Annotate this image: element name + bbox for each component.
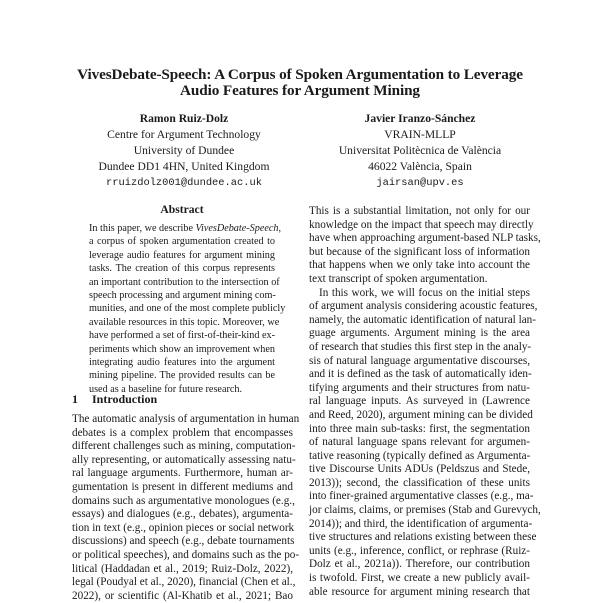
body-line: tive structures and relations existing between these — [309, 531, 537, 544]
author-affiliation-line: University of Dundee — [133, 144, 235, 157]
body-line: In this work, we will focus on the initial steps — [319, 286, 530, 299]
abstract-body — [89, 222, 286, 396]
abstract-line: available resources in this topic. Moreover, we — [89, 316, 280, 328]
body-line: litical (Haddadan et al., 2019; Ruiz-Dolz, 2022), — [72, 562, 293, 575]
body-line: ral language arguments. Furthermore, human ar- — [72, 467, 293, 480]
body-line: jor claims, claims, or premises (Stab and Gurevych, — [309, 504, 541, 517]
body-line: into three main sub-tasks: first, the segmentation — [309, 422, 530, 435]
body-line: of research that studies this first step in the analy- — [309, 340, 532, 353]
body-line: into finer-grained argumentative classes (e.g., ma- — [309, 490, 534, 503]
body-line: that happens when we only take into account the — [309, 259, 530, 272]
body-line: is twofold. First, we create a new publicly avail- — [309, 572, 530, 585]
author-affiliation-line: VRAIN-MLLP — [384, 128, 456, 141]
body-line: but because of the significant loss of information — [309, 245, 530, 258]
body-line: discussions) and speech (e.g., debate tournaments — [72, 535, 295, 548]
body-line: knowledge on the impact that speech may directly — [309, 218, 534, 231]
abstract-line: tasks. The creation of this corpus represents — [89, 263, 275, 275]
author-affiliation-line: Dundee DD1 4HN, United Kingdom — [98, 160, 270, 173]
body-line: and it is defined as the task of automatically iden- — [309, 368, 532, 381]
abstract-line: munities, and one of the most complete publicly — [89, 303, 286, 315]
body-line: debates is a complex problem that encompasses — [72, 426, 293, 439]
left-column-body — [72, 413, 300, 603]
body-line: sis of natural language argumentative discourses, — [309, 354, 530, 367]
author-affiliation-line: Universitat Politècnica de València — [338, 144, 502, 157]
body-line: units (e.g., inference, conflict, or rephrase (Ruiz- — [309, 544, 530, 557]
author-name: Javier Iranzo-Sánchez — [364, 112, 476, 125]
body-line: of argument analysis considering acoustic features, — [309, 300, 538, 313]
body-line: legal (Poudyal et al., 2020), financial (Chen et al., — [72, 576, 296, 589]
author-email[interactable]: rruizdolz001@dundee.ac.uk — [106, 177, 262, 189]
abstract-line: have performed a set of first-of-their-kind ex- — [89, 330, 275, 342]
abstract-line: used as a baseline for future research. — [89, 383, 243, 395]
body-line: different challenges such as mining, computation- — [72, 440, 296, 453]
section-heading-introduction — [72, 392, 292, 407]
author-name: Ramon Ruiz-Dolz — [139, 112, 229, 125]
abstract-line: leverage audio features for argument mining — [89, 249, 275, 261]
body-line: tive Discourse Units ADUs (Peldszus and Stede, — [309, 463, 530, 476]
body-line: and Reed, 2020), argument mining can be divided — [309, 408, 533, 421]
body-line: The automatic analysis of argumentation in human — [72, 413, 300, 425]
abstract-line: integrating audio features into the argument — [89, 357, 275, 369]
section-title: Introduction — [92, 392, 158, 406]
abstract-line: In this paper, we describe VivesDebate-Speech, — [89, 223, 282, 234]
abstract-line: mining pipeline. The provided results can be — [89, 370, 275, 382]
right-column-body — [309, 205, 541, 599]
body-line: 2014)); and third, the identification of argumenta- — [309, 517, 533, 530]
abstract-line: speech processing and argument mining com- — [89, 290, 276, 302]
body-line: of natural language spans relevant for argumen- — [309, 436, 530, 449]
abstract-heading: Abstract — [160, 203, 204, 216]
body-line: guage arguments. Argument mining is the area — [309, 327, 530, 340]
body-line: able resource for argument mining research that — [309, 585, 530, 598]
abstract-line: periments which show an improvement when — [89, 343, 275, 355]
body-line: tative reasoning (typically defined as Argumenta- — [309, 449, 531, 462]
corpus-name: VivesDebate-Speech — [195, 223, 279, 234]
body-line: or political speeches), and domains such as the po- — [72, 548, 300, 561]
body-line: ral language inputs. As surveyed in (Lawrence — [309, 395, 530, 408]
body-line: domains such as argumentative monologues (e.g., — [72, 494, 295, 507]
body-line: namely, the automatic identification of natural lan- — [309, 313, 536, 326]
body-line: tion in text (e.g., opinion pieces or social network — [72, 521, 295, 534]
abstract-line: an important contribution to the intersection of — [89, 276, 280, 288]
author-block-2 — [315, 111, 525, 191]
body-line: 2013)); second, the classification of these units — [309, 476, 530, 489]
body-line: text transcript of spoken argumentation. — [309, 272, 488, 285]
body-line: gumentation is present in different mediums and — [72, 480, 293, 493]
body-line: This is a substantial limitation, not only for our — [309, 205, 530, 217]
section-number: 1 — [72, 392, 78, 406]
body-line: have when approaching argument-based NLP tasks, — [309, 232, 541, 245]
body-line: Dolz et al., 2021a)). Therefore, our contribution — [309, 558, 530, 571]
title-line-1: VivesDebate-Speech: A Corpus of Spoken Argumentation to Leverage — [77, 66, 523, 83]
author-affiliation-line: Centre for Argument Technology — [107, 128, 261, 141]
body-line: 2022), or scientific (Al-Khatib et al., 2021; Bao — [72, 589, 293, 602]
title-line-2: Audio Features for Argument Mining — [180, 82, 420, 99]
paper-title — [60, 67, 540, 99]
body-line: essays) and dialogues (e.g., debates), argumenta- — [72, 508, 293, 521]
body-line: tifying arguments and their structures from natu- — [309, 381, 530, 394]
body-line: ally representing, or automatically assessing natu- — [72, 453, 296, 466]
author-email[interactable]: jairsan@upv.es — [376, 177, 464, 189]
author-block-1 — [79, 111, 289, 191]
abstract-line: a corpus of spoken argumentation created to — [89, 236, 275, 248]
author-affiliation-line: 46022 València, Spain — [368, 160, 472, 173]
